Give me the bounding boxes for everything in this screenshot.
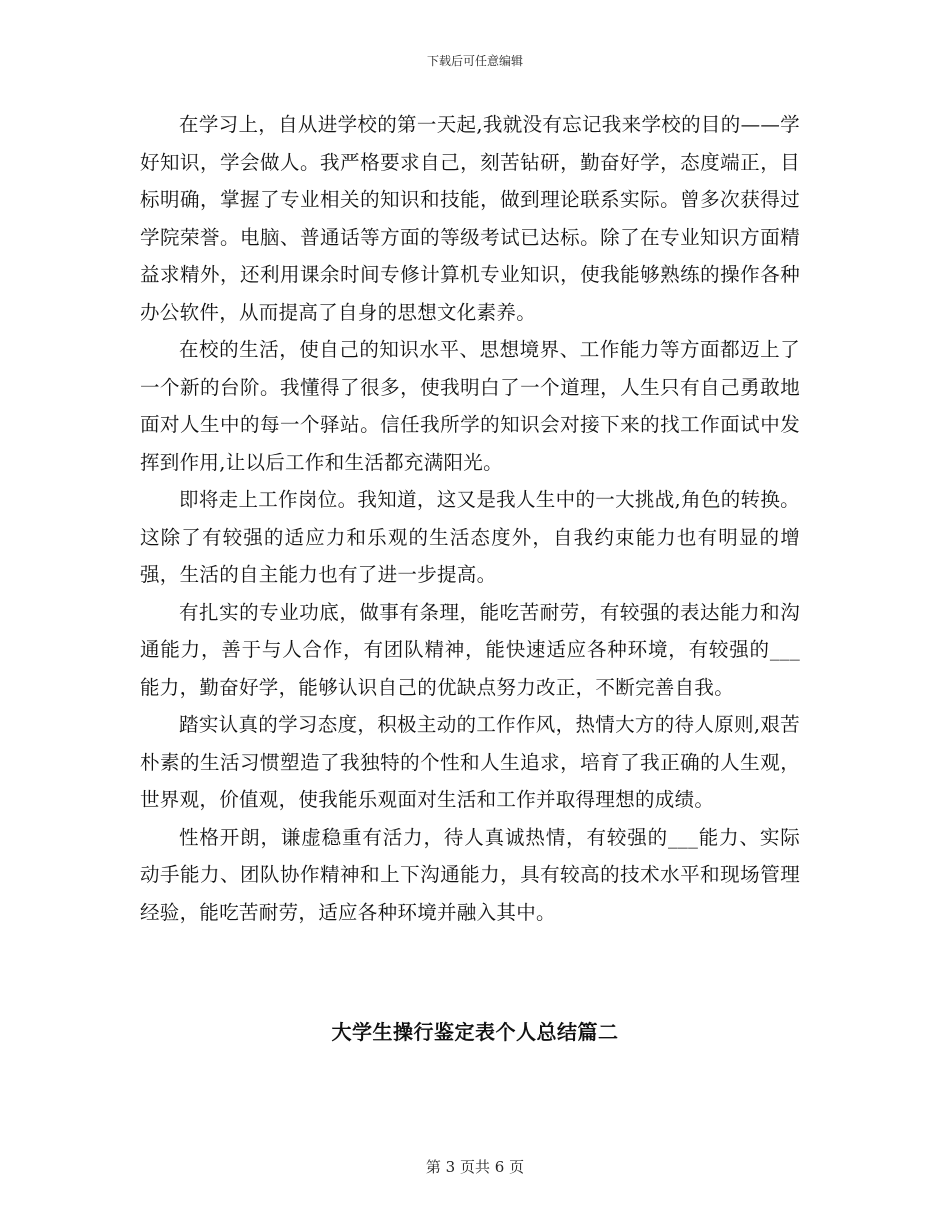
paragraph: 即将走上工作岗位。我知道，这又是我人生中的一大挑战,角色的转换。这除了有较强的适应力和乐观的生活态度外，自我约束能力也有明显的增强，生活的自主能力也有了进一步提高。 [140,488,800,586]
paragraph: 踏实认真的学习态度，积极主动的工作作风，热情大方的待人原则,艰苦朴素的生活习惯塑造了我独特的个性和人生追求，培育了我正确的人生观，世界观，价值观，使我能乐观面对生活和工作并取得理想的成绩。 [140,713,800,811]
paragraph: 在校的生活，使自己的知识水平、思想境界、工作能力等方面都迈上了一个新的台阶。我懂得了很多，使我明白了一个道理，人生只有自己勇敢地面对人生中的每一个驿站。信任我所学的知识会对接下来的找工作面试中发挥到作用,让以后工作和生活都充满阳光。 [140,338,800,474]
document-body [140,106,800,931]
page-number: 第 3 页共 6 页 [425,1158,525,1176]
paragraph: 性格开朗，谦虚稳重有活力，待人真诚热情，有较强的___能力、实际动手能力、团队协作精神和上下沟通能力，具有较高的技术水平和现场管理经验，能吃苦耐劳，适应各种环境并融入其中。 [140,825,800,924]
paragraph: 在学习上，自从进学校的第一天起,我就没有忘记我来学校的目的——学好知识，学会做人。我严格要求自己，刻苦钻研，勤奋好学，态度端正，目标明确，掌握了专业相关的知识和技能，做到理论联系实际。曾多次获得过学院荣誉。电脑、普通话等方面的等级考试已达标。除了在专业知识方面精益求精外，还利用课余时间专修计算机专业知识，使我能够熟练的操作各种办公软件，从而提高了自身的思想文化素养。 [140,113,800,324]
page-header: 下载后可任意编辑 [426,54,523,68]
paragraph: 有扎实的专业功底，做事有条理，能吃苦耐劳，有较强的表达能力和沟通能力，善于与人合作，有团队精神，能快速适应各种环境，有较强的___能力，勤奋好学，能够认识自己的优缺点努力改正，不断完善自我。 [140,600,800,699]
section-title: 大学生操行鉴定表个人总结篇二 [331,1020,619,1044]
